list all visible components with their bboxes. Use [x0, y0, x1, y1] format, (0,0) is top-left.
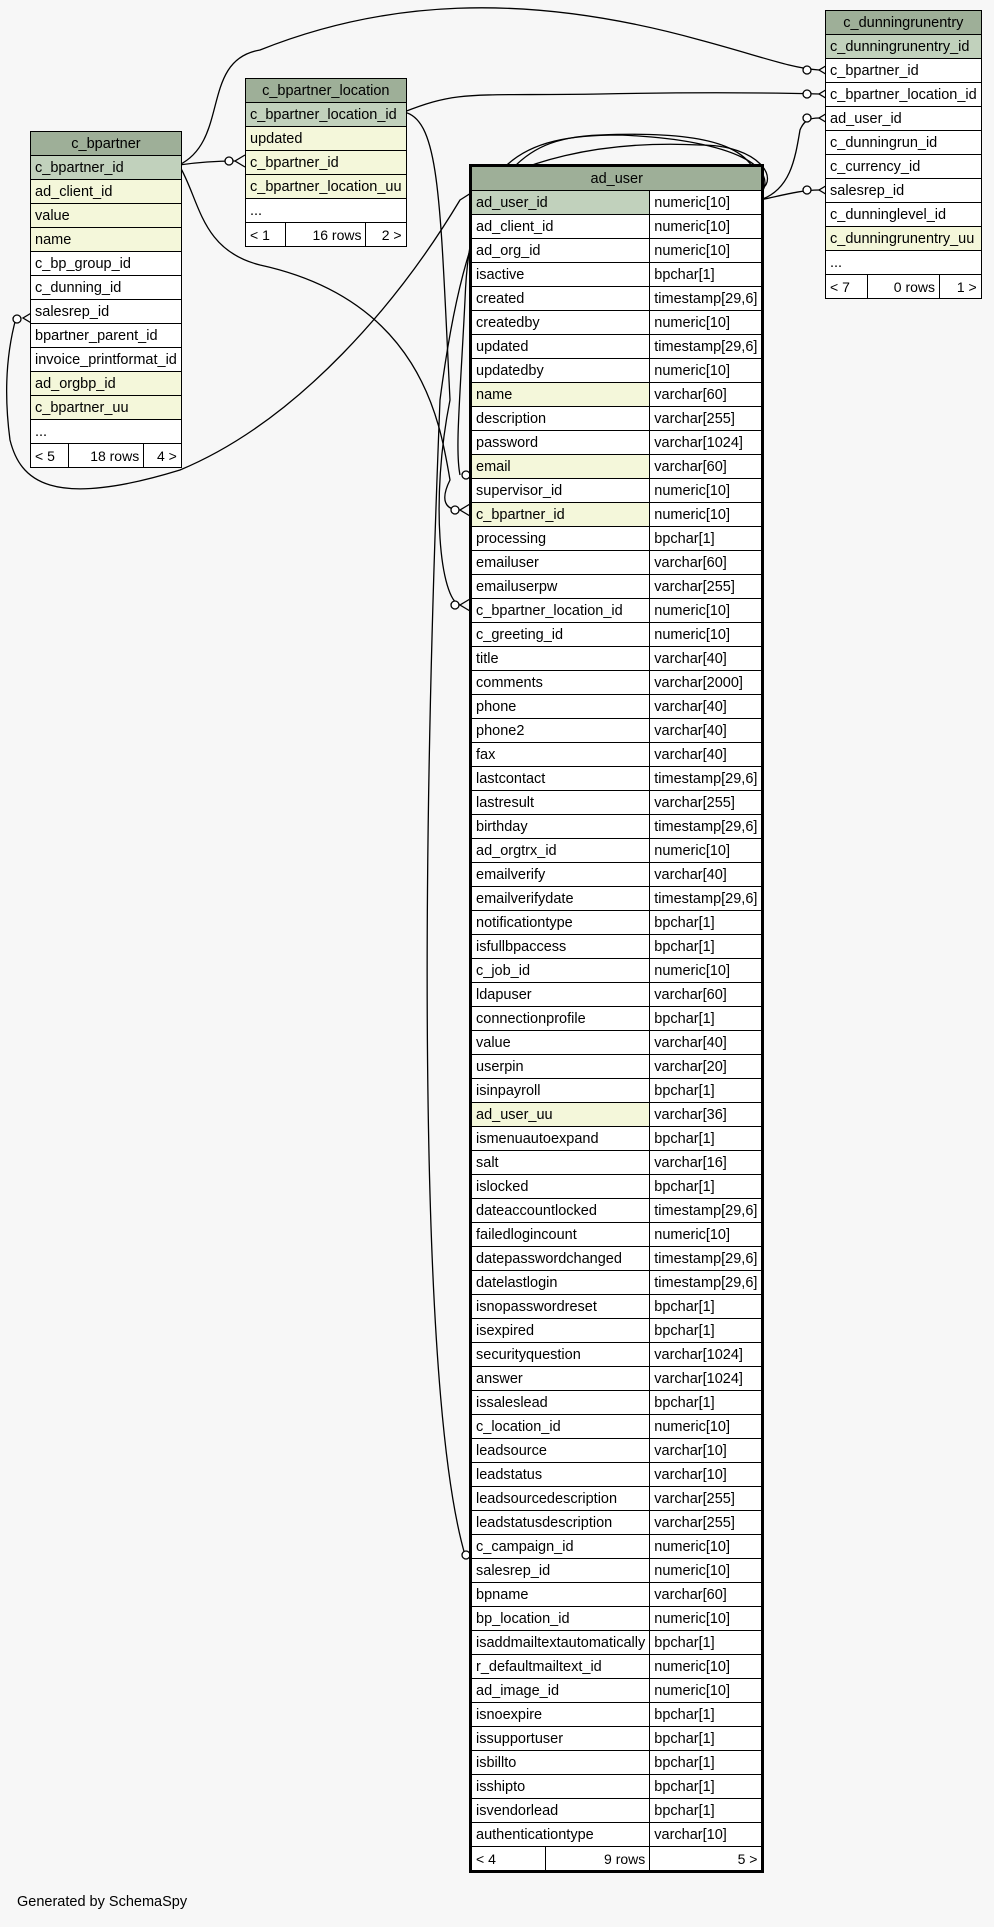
column-type: numeric[10] — [650, 1415, 763, 1439]
column-name: email — [471, 455, 650, 479]
column-type: bpchar[1] — [650, 1127, 763, 1151]
table-row[interactable] — [471, 335, 763, 359]
table-row[interactable] — [471, 1271, 763, 1295]
table-row[interactable] — [471, 239, 763, 263]
table-row[interactable] — [471, 431, 763, 455]
table-row[interactable] — [471, 1655, 763, 1679]
table-row[interactable] — [471, 311, 763, 335]
table-row[interactable] — [246, 103, 407, 127]
table-row[interactable] — [471, 1679, 763, 1703]
column-name: ad_client_id — [31, 180, 182, 204]
column-name: salesrep_id — [471, 1559, 650, 1583]
edge-location-aduser — [404, 112, 460, 605]
table-row[interactable] — [471, 1535, 763, 1559]
column-type: varchar[1024] — [650, 1343, 763, 1367]
column-name: c_bp_group_id — [31, 252, 182, 276]
column-name: c_bpartner_id — [31, 156, 182, 180]
column-name: ad_user_id — [826, 107, 982, 131]
column-name: value — [31, 204, 182, 228]
table-row[interactable] — [471, 1055, 763, 1079]
column-type: numeric[10] — [650, 503, 763, 527]
column-name: issupportuser — [471, 1727, 650, 1751]
table-row[interactable] — [471, 1343, 763, 1367]
column-type: varchar[10] — [650, 1823, 763, 1847]
table-c-bpartner[interactable] — [30, 131, 182, 468]
column-type: varchar[255] — [650, 407, 763, 431]
column-type: numeric[10] — [650, 1559, 763, 1583]
column-type: bpchar[1] — [650, 935, 763, 959]
column-name: c_bpartner_id — [246, 151, 407, 175]
column-name: phone — [471, 695, 650, 719]
table-row[interactable] — [471, 1031, 763, 1055]
column-type: numeric[10] — [650, 359, 763, 383]
column-type: varchar[40] — [650, 863, 763, 887]
column-name: isfullbpaccess — [471, 935, 650, 959]
column-name: name — [471, 383, 650, 407]
column-type: numeric[10] — [650, 1535, 763, 1559]
column-name: password — [471, 431, 650, 455]
row-count: 18 rows — [68, 444, 144, 468]
column-name: userpin — [471, 1055, 650, 1079]
column-name: ad_user_uu — [471, 1103, 650, 1127]
column-type: timestamp[29,6] — [650, 335, 763, 359]
column-name: isbillto — [471, 1751, 650, 1775]
edge-location-dunningrunentry — [404, 93, 819, 112]
table-row[interactable] — [471, 503, 763, 527]
table-row[interactable] — [31, 300, 182, 324]
column-name: bpartner_parent_id — [31, 324, 182, 348]
column-name: created — [471, 287, 650, 311]
column-type: bpchar[1] — [650, 1703, 763, 1727]
parents-link[interactable]: < 1 — [246, 223, 286, 247]
column-type: numeric[10] — [650, 479, 763, 503]
table-row[interactable] — [31, 348, 182, 372]
column-name: c_dunningrunentry_id — [826, 35, 982, 59]
column-name: c_dunninglevel_id — [826, 203, 982, 227]
column-name: ismenuautoexpand — [471, 1127, 650, 1151]
column-type: bpchar[1] — [650, 1007, 763, 1031]
column-type: numeric[10] — [650, 599, 763, 623]
column-type: bpchar[1] — [650, 1631, 763, 1655]
table-row[interactable] — [246, 151, 407, 175]
table-row[interactable] — [31, 276, 182, 300]
table-row[interactable] — [471, 1823, 763, 1847]
table-row[interactable] — [471, 695, 763, 719]
table-row[interactable] — [471, 1007, 763, 1031]
column-name: dateaccountlocked — [471, 1199, 650, 1223]
column-name: ... — [826, 251, 982, 275]
column-name: salesrep_id — [826, 179, 982, 203]
table-row[interactable] — [471, 743, 763, 767]
column-type: numeric[10] — [650, 839, 763, 863]
column-name: issaleslead — [471, 1391, 650, 1415]
table-row[interactable] — [471, 1439, 763, 1463]
table-row[interactable] — [471, 1079, 763, 1103]
column-name: c_bpartner_location_uu — [246, 175, 407, 199]
table-row[interactable] — [471, 599, 763, 623]
column-type: varchar[60] — [650, 383, 763, 407]
table-row[interactable] — [471, 359, 763, 383]
table-header[interactable]: c_bpartner_location — [246, 79, 407, 103]
parents-link[interactable]: < 5 — [31, 444, 69, 468]
table-row[interactable] — [471, 1631, 763, 1655]
column-type: varchar[255] — [650, 1487, 763, 1511]
column-type: timestamp[29,6] — [650, 1271, 763, 1295]
column-type: varchar[60] — [650, 551, 763, 575]
column-name: datelastlogin — [471, 1271, 650, 1295]
table-row[interactable] — [31, 180, 182, 204]
table-row[interactable] — [246, 199, 407, 223]
table-row[interactable] — [471, 671, 763, 695]
column-name: c_location_id — [471, 1415, 650, 1439]
table-row[interactable] — [471, 1223, 763, 1247]
column-name: c_dunning_id — [31, 276, 182, 300]
table-row[interactable] — [471, 1175, 763, 1199]
column-type: bpchar[1] — [650, 1391, 763, 1415]
table-row[interactable] — [471, 719, 763, 743]
column-type: numeric[10] — [650, 1679, 763, 1703]
children-link[interactable]: 5 > — [650, 1847, 763, 1872]
column-type: bpchar[1] — [650, 1775, 763, 1799]
column-type: varchar[10] — [650, 1439, 763, 1463]
table-row[interactable] — [31, 372, 182, 396]
column-name: notificationtype — [471, 911, 650, 935]
column-type: bpchar[1] — [650, 263, 763, 287]
row-count: 0 rows — [867, 275, 939, 299]
table-row[interactable] — [826, 203, 982, 227]
column-type: timestamp[29,6] — [650, 287, 763, 311]
table-row[interactable] — [826, 227, 982, 251]
column-name: bp_location_id — [471, 1607, 650, 1631]
column-name: ad_user_id — [471, 191, 650, 215]
table-row[interactable] — [31, 396, 182, 420]
table-row[interactable] — [471, 215, 763, 239]
column-type: numeric[10] — [650, 311, 763, 335]
column-name: ad_org_id — [471, 239, 650, 263]
table-row[interactable] — [31, 204, 182, 228]
column-name: c_campaign_id — [471, 1535, 650, 1559]
column-name: lastcontact — [471, 767, 650, 791]
table-header[interactable]: c_dunningrunentry — [826, 11, 982, 35]
column-name: authenticationtype — [471, 1823, 650, 1847]
children-link[interactable]: 2 > — [366, 223, 406, 247]
column-type: numeric[10] — [650, 215, 763, 239]
column-name: ad_orgtrx_id — [471, 839, 650, 863]
column-type: timestamp[29,6] — [650, 887, 763, 911]
table-row[interactable] — [471, 1127, 763, 1151]
table-row[interactable] — [471, 287, 763, 311]
table-row[interactable] — [471, 1103, 763, 1127]
table-row[interactable] — [31, 156, 182, 180]
children-link[interactable]: 1 > — [940, 275, 982, 299]
column-name: c_bpartner_location_id — [246, 103, 407, 127]
table-row[interactable] — [471, 1703, 763, 1727]
table-row[interactable] — [826, 179, 982, 203]
column-type: bpchar[1] — [650, 1295, 763, 1319]
column-name: c_bpartner_id — [826, 59, 982, 83]
column-name: isnopasswordreset — [471, 1295, 650, 1319]
column-type: numeric[10] — [650, 239, 763, 263]
table-row[interactable] — [471, 191, 763, 215]
table-header[interactable]: ad_user — [471, 166, 763, 191]
column-type: numeric[10] — [650, 623, 763, 647]
table-row[interactable] — [471, 1199, 763, 1223]
column-type: varchar[10] — [650, 1463, 763, 1487]
table-row[interactable] — [471, 527, 763, 551]
column-type: bpchar[1] — [650, 1175, 763, 1199]
column-name: ... — [31, 420, 182, 444]
column-name: isshipto — [471, 1775, 650, 1799]
table-row[interactable] — [471, 263, 763, 287]
table-row[interactable] — [826, 251, 982, 275]
column-name: ad_image_id — [471, 1679, 650, 1703]
column-name: lastresult — [471, 791, 650, 815]
column-name: c_bpartner_location_id — [826, 83, 982, 107]
column-name: isnoexpire — [471, 1703, 650, 1727]
column-name: description — [471, 407, 650, 431]
children-link[interactable]: 4 > — [144, 444, 182, 468]
column-name: isinpayroll — [471, 1079, 650, 1103]
parents-link[interactable]: < 7 — [826, 275, 868, 299]
column-type: varchar[255] — [650, 1511, 763, 1535]
column-name: ... — [246, 199, 407, 223]
column-name: phone2 — [471, 719, 650, 743]
table-row[interactable] — [471, 1727, 763, 1751]
column-name: c_bpartner_location_id — [471, 599, 650, 623]
column-type: bpchar[1] — [650, 1799, 763, 1823]
table-row[interactable] — [826, 35, 982, 59]
parents-link[interactable]: < 4 — [471, 1847, 546, 1872]
column-name: c_bpartner_id — [471, 503, 650, 527]
column-type: timestamp[29,6] — [650, 815, 763, 839]
column-name: salesrep_id — [31, 300, 182, 324]
table-row[interactable] — [471, 767, 763, 791]
column-name: datepasswordchanged — [471, 1247, 650, 1271]
column-name: ad_orgbp_id — [31, 372, 182, 396]
column-type: timestamp[29,6] — [650, 1247, 763, 1271]
table-row[interactable] — [471, 911, 763, 935]
table-c-dunningrunentry[interactable] — [825, 10, 982, 299]
column-name: isaddmailtextautomatically — [471, 1631, 650, 1655]
column-type: varchar[20] — [650, 1055, 763, 1079]
table-row[interactable] — [826, 83, 982, 107]
column-name: supervisor_id — [471, 479, 650, 503]
column-type: numeric[10] — [650, 959, 763, 983]
column-name: updated — [471, 335, 650, 359]
column-name: securityquestion — [471, 1343, 650, 1367]
table-row[interactable] — [246, 175, 407, 199]
table-row[interactable] — [471, 1583, 763, 1607]
column-name: failedlogincount — [471, 1223, 650, 1247]
column-type: varchar[1024] — [650, 1367, 763, 1391]
table-row[interactable] — [471, 575, 763, 599]
column-name: leadsource — [471, 1439, 650, 1463]
column-name: leadsourcedescription — [471, 1487, 650, 1511]
column-name: ldapuser — [471, 983, 650, 1007]
column-type: varchar[16] — [650, 1151, 763, 1175]
table-row[interactable] — [471, 407, 763, 431]
column-type: varchar[40] — [650, 719, 763, 743]
column-type: numeric[10] — [650, 191, 763, 215]
column-name: leadstatus — [471, 1463, 650, 1487]
column-type: varchar[40] — [650, 647, 763, 671]
table-c-bpartner-location[interactable] — [245, 78, 407, 247]
table-row[interactable] — [471, 1295, 763, 1319]
column-type: timestamp[29,6] — [650, 1199, 763, 1223]
row-count: 16 rows — [286, 223, 366, 247]
table-row[interactable] — [31, 420, 182, 444]
table-row[interactable] — [471, 791, 763, 815]
column-name: emailverifydate — [471, 887, 650, 911]
column-name: c_job_id — [471, 959, 650, 983]
table-row[interactable] — [471, 647, 763, 671]
column-name: c_bpartner_uu — [31, 396, 182, 420]
table-row[interactable] — [471, 1607, 763, 1631]
column-type: varchar[255] — [650, 575, 763, 599]
table-row[interactable] — [826, 107, 982, 131]
table-row[interactable] — [471, 935, 763, 959]
column-name: updatedby — [471, 359, 650, 383]
column-type: numeric[10] — [650, 1655, 763, 1679]
table-row[interactable] — [471, 383, 763, 407]
table-row[interactable] — [31, 324, 182, 348]
table-row[interactable] — [471, 1487, 763, 1511]
column-name: name — [31, 228, 182, 252]
table-row[interactable] — [471, 1391, 763, 1415]
column-type: varchar[60] — [650, 983, 763, 1007]
table-row[interactable] — [471, 479, 763, 503]
table-header[interactable]: c_bpartner — [31, 132, 182, 156]
column-name: birthday — [471, 815, 650, 839]
table-row[interactable] — [471, 863, 763, 887]
table-row[interactable] — [471, 1367, 763, 1391]
generated-by-footer: Generated by SchemaSpy — [17, 1894, 188, 1910]
column-type: numeric[10] — [650, 1223, 763, 1247]
column-type: varchar[255] — [650, 791, 763, 815]
column-name: emailuser — [471, 551, 650, 575]
column-name: ad_client_id — [471, 215, 650, 239]
table-row[interactable] — [31, 252, 182, 276]
table-row[interactable] — [471, 623, 763, 647]
column-name: emailuserpw — [471, 575, 650, 599]
table-row[interactable] — [471, 551, 763, 575]
column-type: bpchar[1] — [650, 911, 763, 935]
column-name: title — [471, 647, 650, 671]
column-name: answer — [471, 1367, 650, 1391]
table-row[interactable] — [246, 127, 407, 151]
column-type: bpchar[1] — [650, 1727, 763, 1751]
column-type: bpchar[1] — [650, 1319, 763, 1343]
table-row[interactable] — [471, 887, 763, 911]
table-row[interactable] — [471, 1151, 763, 1175]
column-name: c_greeting_id — [471, 623, 650, 647]
table-row[interactable] — [471, 983, 763, 1007]
column-type: varchar[40] — [650, 743, 763, 767]
column-name: r_defaultmailtext_id — [471, 1655, 650, 1679]
table-row[interactable] — [471, 839, 763, 863]
table-row[interactable] — [826, 59, 982, 83]
column-name: fax — [471, 743, 650, 767]
column-type: bpchar[1] — [650, 1751, 763, 1775]
column-name: isvendorlead — [471, 1799, 650, 1823]
column-type: varchar[60] — [650, 1583, 763, 1607]
column-name: invoice_printformat_id — [31, 348, 182, 372]
column-name: emailverify — [471, 863, 650, 887]
column-name: isexpired — [471, 1319, 650, 1343]
column-name: c_currency_id — [826, 155, 982, 179]
table-row[interactable] — [471, 959, 763, 983]
column-type: numeric[10] — [650, 1607, 763, 1631]
column-type: varchar[40] — [650, 1031, 763, 1055]
column-type: varchar[40] — [650, 695, 763, 719]
row-count: 9 rows — [546, 1847, 650, 1872]
table-row[interactable] — [471, 1247, 763, 1271]
table-row[interactable] — [471, 1511, 763, 1535]
table-row[interactable] — [471, 1751, 763, 1775]
column-type: bpchar[1] — [650, 527, 763, 551]
table-row[interactable] — [471, 1463, 763, 1487]
column-name: processing — [471, 527, 650, 551]
table-row[interactable] — [471, 815, 763, 839]
table-row[interactable] — [826, 131, 982, 155]
table-row[interactable] — [471, 1415, 763, 1439]
table-row[interactable] — [826, 155, 982, 179]
column-type: timestamp[29,6] — [650, 767, 763, 791]
column-name: salt — [471, 1151, 650, 1175]
column-name: c_dunningrun_id — [826, 131, 982, 155]
table-ad-user[interactable] — [469, 164, 764, 1873]
column-name: comments — [471, 671, 650, 695]
column-name: createdby — [471, 311, 650, 335]
column-name: bpname — [471, 1583, 650, 1607]
column-name: isactive — [471, 263, 650, 287]
table-row[interactable] — [471, 1559, 763, 1583]
column-name: updated — [246, 127, 407, 151]
column-name: value — [471, 1031, 650, 1055]
table-row[interactable] — [31, 228, 182, 252]
column-type: varchar[36] — [650, 1103, 763, 1127]
column-name: c_dunningrunentry_uu — [826, 227, 982, 251]
table-row[interactable] — [471, 1319, 763, 1343]
column-name: leadstatusdescription — [471, 1511, 650, 1535]
column-name: connectionprofile — [471, 1007, 650, 1031]
column-type: bpchar[1] — [650, 1079, 763, 1103]
table-row[interactable] — [471, 1775, 763, 1799]
column-name: islocked — [471, 1175, 650, 1199]
column-type: varchar[1024] — [650, 431, 763, 455]
table-row[interactable] — [471, 1799, 763, 1823]
table-row[interactable] — [471, 455, 763, 479]
column-type: varchar[2000] — [650, 671, 763, 695]
column-type: varchar[60] — [650, 455, 763, 479]
